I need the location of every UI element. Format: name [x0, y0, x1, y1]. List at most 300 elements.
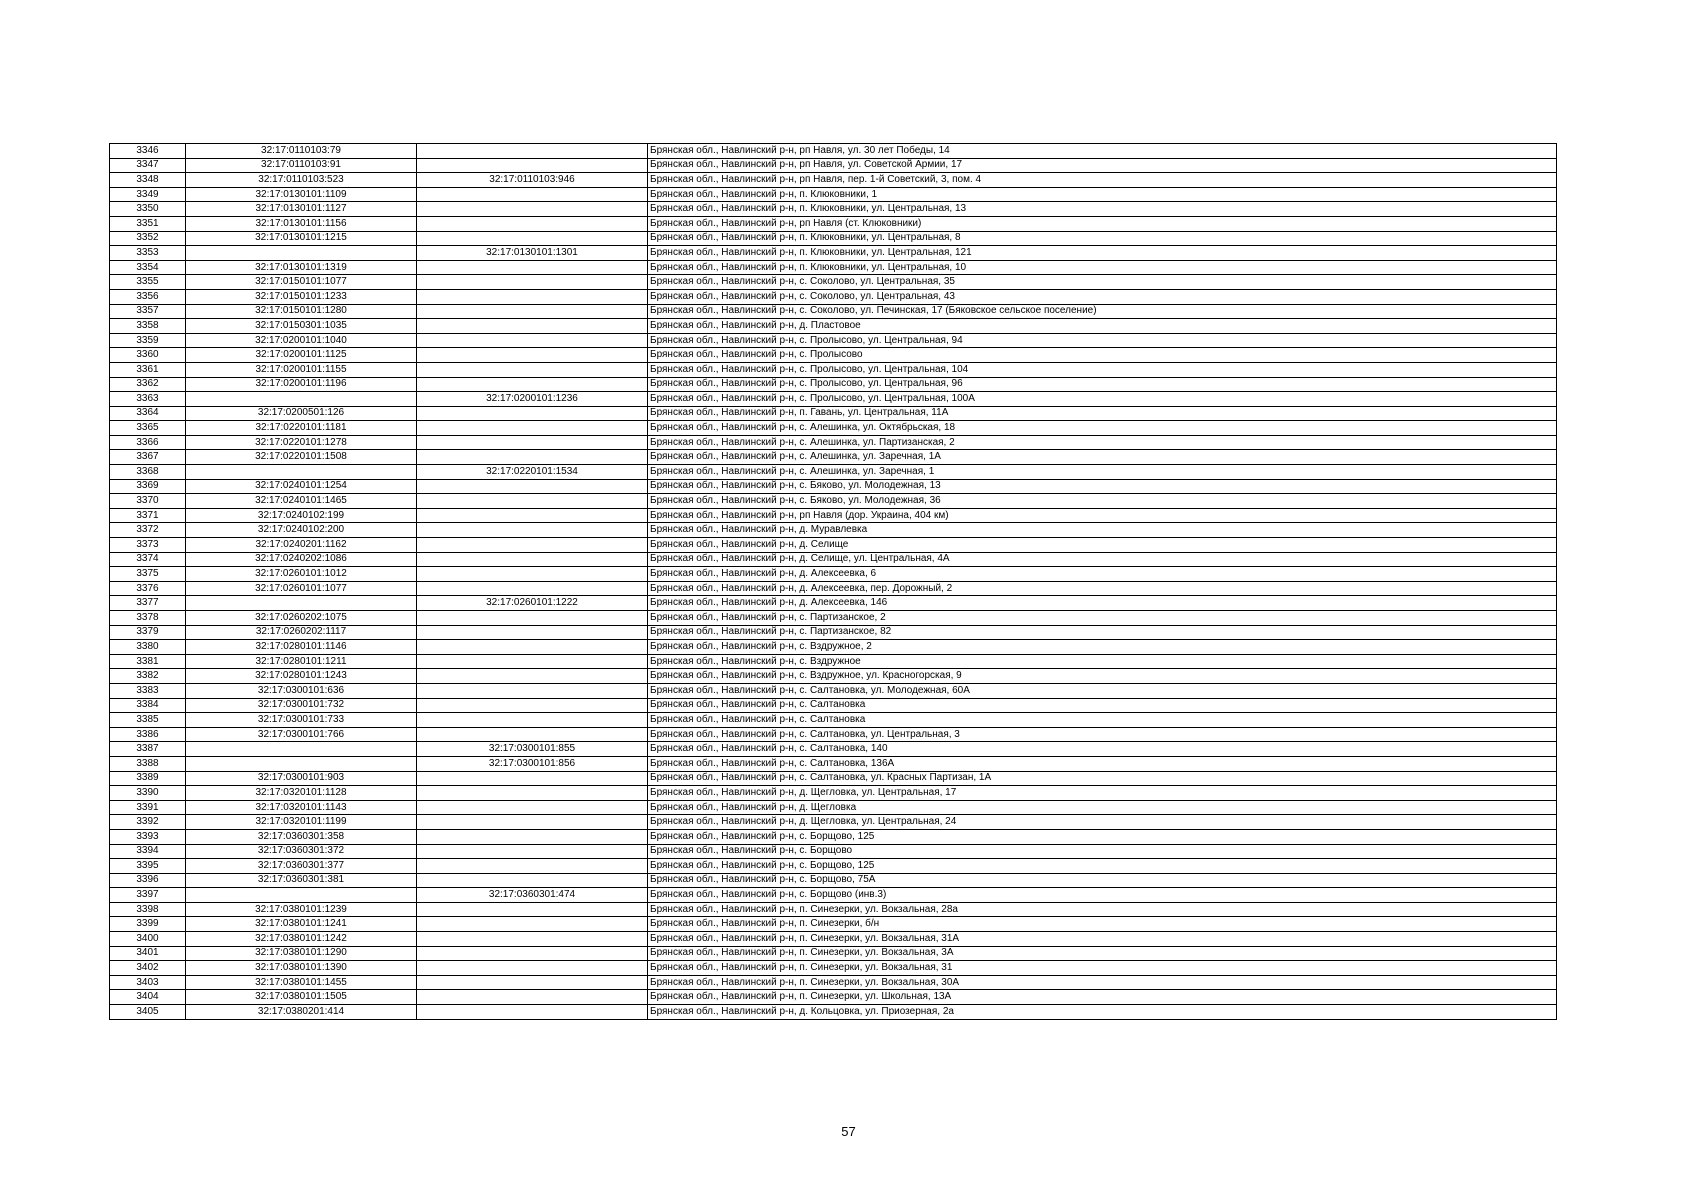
- cadastral-number-cell: 32:17:0130101:1109: [186, 187, 417, 202]
- address-cell: Брянская обл., Навлинский р-н, п. Клюковники, ул. Центральная, 13: [648, 202, 1557, 217]
- row-number-cell: 3375: [110, 567, 186, 582]
- linked-cadastral-number-cell: [417, 844, 648, 859]
- address-cell: Брянская обл., Навлинский р-н, с. Алешинка, ул. Заречная, 1А: [648, 450, 1557, 465]
- address-cell: Брянская обл., Навлинский р-н, д. Алексеевка, пер. Дорожный, 2: [648, 581, 1557, 596]
- cadastral-number-cell: 32:17:0380101:1239: [186, 902, 417, 917]
- address-cell: Брянская обл., Навлинский р-н, с. Салтановка, ул. Красных Партизан, 1А: [648, 771, 1557, 786]
- linked-cadastral-number-cell: [417, 902, 648, 917]
- address-cell: Брянская обл., Навлинский р-н, с. Салтановка, 136А: [648, 756, 1557, 771]
- row-number-cell: 3347: [110, 158, 186, 173]
- row-number-cell: 3384: [110, 698, 186, 713]
- row-number-cell: 3355: [110, 275, 186, 290]
- cadastral-number-cell: 32:17:0380101:1390: [186, 961, 417, 976]
- row-number-cell: 3386: [110, 727, 186, 742]
- table-row: [110, 917, 1557, 932]
- row-number-cell: 3401: [110, 946, 186, 961]
- linked-cadastral-number-cell: [417, 158, 648, 173]
- table-row: [110, 800, 1557, 815]
- table-row: [110, 596, 1557, 611]
- linked-cadastral-number-cell: [417, 552, 648, 567]
- table-row: [110, 406, 1557, 421]
- linked-cadastral-number-cell: [417, 990, 648, 1005]
- cadastral-number-cell: 32:17:0240102:200: [186, 523, 417, 538]
- linked-cadastral-number-cell: [417, 348, 648, 363]
- row-number-cell: 3359: [110, 333, 186, 348]
- linked-cadastral-number-cell: [417, 961, 648, 976]
- address-cell: Брянская обл., Навлинский р-н, д. Кольцовка, ул. Приозерная, 2а: [648, 1005, 1557, 1020]
- cadastral-number-cell: 32:17:0240102:199: [186, 508, 417, 523]
- row-number-cell: 3379: [110, 625, 186, 640]
- address-cell: Брянская обл., Навлинский р-н, п. Клюковники, 1: [648, 187, 1557, 202]
- cadastral-number-cell: 32:17:0360301:358: [186, 829, 417, 844]
- cadastral-number-cell: 32:17:0240201:1162: [186, 538, 417, 553]
- table-row: [110, 421, 1557, 436]
- cadastral-number-cell: 32:17:0150101:1280: [186, 304, 417, 319]
- linked-cadastral-number-cell: [417, 815, 648, 830]
- table-row: [110, 538, 1557, 553]
- address-cell: Брянская обл., Навлинский р-н, рп Навля, ул. Советской Армии, 17: [648, 158, 1557, 173]
- linked-cadastral-number-cell: [417, 917, 648, 932]
- row-number-cell: 3357: [110, 304, 186, 319]
- table-row: [110, 1005, 1557, 1020]
- table-row: [110, 786, 1557, 801]
- row-number-cell: 3353: [110, 246, 186, 261]
- table-row: [110, 771, 1557, 786]
- linked-cadastral-number-cell: [417, 581, 648, 596]
- row-number-cell: 3350: [110, 202, 186, 217]
- cadastral-number-cell: [186, 888, 417, 903]
- row-number-cell: 3358: [110, 319, 186, 334]
- linked-cadastral-number-cell: [417, 494, 648, 509]
- table-row: [110, 333, 1557, 348]
- table-row: [110, 289, 1557, 304]
- cadastral-number-cell: 32:17:0240202:1086: [186, 552, 417, 567]
- address-cell: Брянская обл., Навлинский р-н, с. Бяково, ул. Молодежная, 13: [648, 479, 1557, 494]
- table-row: [110, 348, 1557, 363]
- address-cell: Брянская обл., Навлинский р-н, д. Щегловка: [648, 800, 1557, 815]
- linked-cadastral-number-cell: [417, 538, 648, 553]
- row-number-cell: 3362: [110, 377, 186, 392]
- cadastral-number-cell: [186, 392, 417, 407]
- linked-cadastral-number-cell: [417, 231, 648, 246]
- table-row: [110, 698, 1557, 713]
- address-cell: Брянская обл., Навлинский р-н, д. Муравлевка: [648, 523, 1557, 538]
- cadastral-number-cell: 32:17:0150301:1035: [186, 319, 417, 334]
- cadastral-number-cell: 32:17:0380101:1241: [186, 917, 417, 932]
- cadastral-number-cell: 32:17:0360301:372: [186, 844, 417, 859]
- table-row: [110, 727, 1557, 742]
- cadastral-number-cell: 32:17:0130101:1156: [186, 216, 417, 231]
- cadastral-number-cell: 32:17:0300101:732: [186, 698, 417, 713]
- linked-cadastral-number-cell: [417, 275, 648, 290]
- cadastral-number-cell: 32:17:0110103:79: [186, 144, 417, 159]
- address-cell: Брянская обл., Навлинский р-н, с. Соколово, ул. Центральная, 35: [648, 275, 1557, 290]
- table-row: [110, 567, 1557, 582]
- table-row: [110, 829, 1557, 844]
- row-number-cell: 3376: [110, 581, 186, 596]
- table-row: [110, 552, 1557, 567]
- table-row: [110, 713, 1557, 728]
- linked-cadastral-number-cell: [417, 362, 648, 377]
- table-row: [110, 902, 1557, 917]
- cadastral-number-cell: 32:17:0220101:1278: [186, 435, 417, 450]
- linked-cadastral-number-cell: [417, 187, 648, 202]
- address-cell: Брянская обл., Навлинский р-н, д. Щегловка, ул. Центральная, 24: [648, 815, 1557, 830]
- linked-cadastral-number-cell: 32:17:0130101:1301: [417, 246, 648, 261]
- table-row: [110, 275, 1557, 290]
- address-cell: Брянская обл., Навлинский р-н, п. Клюковники, ул. Центральная, 10: [648, 260, 1557, 275]
- row-number-cell: 3381: [110, 654, 186, 669]
- cadastral-number-cell: 32:17:0200101:1125: [186, 348, 417, 363]
- cadastral-number-cell: 32:17:0280101:1243: [186, 669, 417, 684]
- row-number-cell: 3383: [110, 683, 186, 698]
- table-row: [110, 888, 1557, 903]
- table-row: [110, 450, 1557, 465]
- address-cell: Брянская обл., Навлинский р-н, с. Вздружное, 2: [648, 640, 1557, 655]
- table-row: [110, 304, 1557, 319]
- page-number: 57: [841, 1124, 856, 1139]
- linked-cadastral-number-cell: [417, 260, 648, 275]
- linked-cadastral-number-cell: [417, 421, 648, 436]
- cadastral-number-cell: 32:17:0380101:1242: [186, 932, 417, 947]
- cadastral-number-cell: 32:17:0360301:377: [186, 859, 417, 874]
- linked-cadastral-number-cell: [417, 1005, 648, 1020]
- address-cell: Брянская обл., Навлинский р-н, с. Бяково, ул. Молодежная, 36: [648, 494, 1557, 509]
- linked-cadastral-number-cell: [417, 611, 648, 626]
- table-row: [110, 742, 1557, 757]
- table-row: [110, 654, 1557, 669]
- linked-cadastral-number-cell: [417, 319, 648, 334]
- table-row: [110, 932, 1557, 947]
- table-row: [110, 158, 1557, 173]
- address-cell: Брянская обл., Навлинский р-н, с. Салтановка, 140: [648, 742, 1557, 757]
- row-number-cell: 3368: [110, 465, 186, 480]
- row-number-cell: 3356: [110, 289, 186, 304]
- linked-cadastral-number-cell: [417, 713, 648, 728]
- address-cell: Брянская обл., Навлинский р-н, с. Вздружное, ул. Красногорская, 9: [648, 669, 1557, 684]
- linked-cadastral-number-cell: [417, 377, 648, 392]
- cadastral-number-cell: 32:17:0260202:1117: [186, 625, 417, 640]
- row-number-cell: 3374: [110, 552, 186, 567]
- linked-cadastral-number-cell: 32:17:0300101:856: [417, 756, 648, 771]
- table-row: [110, 435, 1557, 450]
- row-number-cell: 3346: [110, 144, 186, 159]
- linked-cadastral-number-cell: [417, 625, 648, 640]
- table-row: [110, 756, 1557, 771]
- row-number-cell: 3367: [110, 450, 186, 465]
- row-number-cell: 3360: [110, 348, 186, 363]
- row-number-cell: 3391: [110, 800, 186, 815]
- linked-cadastral-number-cell: [417, 479, 648, 494]
- linked-cadastral-number-cell: 32:17:0110103:946: [417, 173, 648, 188]
- linked-cadastral-number-cell: [417, 771, 648, 786]
- registry-table: [109, 143, 1557, 1020]
- table-row: [110, 873, 1557, 888]
- table-row: [110, 523, 1557, 538]
- address-cell: Брянская обл., Навлинский р-н, рп Навля, пер. 1-й Советский, 3, пом. 4: [648, 173, 1557, 188]
- cadastral-number-cell: 32:17:0300101:733: [186, 713, 417, 728]
- linked-cadastral-number-cell: [417, 683, 648, 698]
- row-number-cell: 3377: [110, 596, 186, 611]
- linked-cadastral-number-cell: [417, 567, 648, 582]
- linked-cadastral-number-cell: [417, 786, 648, 801]
- address-cell: Брянская обл., Навлинский р-н, п. Синезерки, ул. Вокзальная, 28а: [648, 902, 1557, 917]
- cadastral-number-cell: 32:17:0130101:1215: [186, 231, 417, 246]
- cadastral-number-cell: 32:17:0280101:1211: [186, 654, 417, 669]
- table-row: [110, 377, 1557, 392]
- cadastral-number-cell: 32:17:0220101:1508: [186, 450, 417, 465]
- linked-cadastral-number-cell: [417, 975, 648, 990]
- linked-cadastral-number-cell: [417, 202, 648, 217]
- address-cell: Брянская обл., Навлинский р-н, с. Салтановка: [648, 698, 1557, 713]
- row-number-cell: 3369: [110, 479, 186, 494]
- linked-cadastral-number-cell: [417, 800, 648, 815]
- address-cell: Брянская обл., Навлинский р-н, с. Борщово, 75А: [648, 873, 1557, 888]
- address-cell: Брянская обл., Навлинский р-н, с. Салтановка: [648, 713, 1557, 728]
- row-number-cell: 3404: [110, 990, 186, 1005]
- row-number-cell: 3351: [110, 216, 186, 231]
- linked-cadastral-number-cell: 32:17:0260101:1222: [417, 596, 648, 611]
- linked-cadastral-number-cell: [417, 333, 648, 348]
- table-row: [110, 144, 1557, 159]
- table-row: [110, 362, 1557, 377]
- address-cell: Брянская обл., Навлинский р-н, д. Селище: [648, 538, 1557, 553]
- cadastral-number-cell: 32:17:0110103:523: [186, 173, 417, 188]
- table-row: [110, 187, 1557, 202]
- linked-cadastral-number-cell: [417, 435, 648, 450]
- table-row: [110, 494, 1557, 509]
- address-cell: Брянская обл., Навлинский р-н, рп Навля (ст. Клюковники): [648, 216, 1557, 231]
- table-row: [110, 859, 1557, 874]
- row-number-cell: 3400: [110, 932, 186, 947]
- cadastral-number-cell: 32:17:0240101:1254: [186, 479, 417, 494]
- linked-cadastral-number-cell: [417, 304, 648, 319]
- row-number-cell: 3365: [110, 421, 186, 436]
- address-cell: Брянская обл., Навлинский р-н, с. Пролысово, ул. Центральная, 96: [648, 377, 1557, 392]
- cadastral-number-cell: [186, 756, 417, 771]
- row-number-cell: 3370: [110, 494, 186, 509]
- linked-cadastral-number-cell: [417, 859, 648, 874]
- cadastral-number-cell: [186, 465, 417, 480]
- row-number-cell: 3402: [110, 961, 186, 976]
- address-cell: Брянская обл., Навлинский р-н, д. Селище, ул. Центральная, 4А: [648, 552, 1557, 567]
- address-cell: Брянская обл., Навлинский р-н, д. Алексеевка, 146: [648, 596, 1557, 611]
- row-number-cell: 3385: [110, 713, 186, 728]
- linked-cadastral-number-cell: 32:17:0220101:1534: [417, 465, 648, 480]
- address-cell: Брянская обл., Навлинский р-н, п. Синезерки, ул. Вокзальная, 31: [648, 961, 1557, 976]
- cadastral-number-cell: 32:17:0130101:1319: [186, 260, 417, 275]
- cadastral-number-cell: 32:17:0260101:1012: [186, 567, 417, 582]
- cadastral-number-cell: 32:17:0200101:1196: [186, 377, 417, 392]
- table-row: [110, 202, 1557, 217]
- row-number-cell: 3364: [110, 406, 186, 421]
- table-row: [110, 260, 1557, 275]
- table-row: [110, 946, 1557, 961]
- cadastral-number-cell: 32:17:0320101:1128: [186, 786, 417, 801]
- row-number-cell: 3389: [110, 771, 186, 786]
- linked-cadastral-number-cell: [417, 640, 648, 655]
- row-number-cell: 3372: [110, 523, 186, 538]
- row-number-cell: 3380: [110, 640, 186, 655]
- cadastral-number-cell: 32:17:0130101:1127: [186, 202, 417, 217]
- cadastral-number-cell: [186, 742, 417, 757]
- table-row: [110, 216, 1557, 231]
- row-number-cell: 3352: [110, 231, 186, 246]
- cadastral-number-cell: 32:17:0110103:91: [186, 158, 417, 173]
- table-row: [110, 392, 1557, 407]
- linked-cadastral-number-cell: [417, 932, 648, 947]
- row-number-cell: 3392: [110, 815, 186, 830]
- registry-table-body: [110, 144, 1557, 1020]
- address-cell: Брянская обл., Навлинский р-н, с. Партизанское, 2: [648, 611, 1557, 626]
- address-cell: Брянская обл., Навлинский р-н, п. Синезерки, ул. Вокзальная, 3А: [648, 946, 1557, 961]
- linked-cadastral-number-cell: [417, 144, 648, 159]
- linked-cadastral-number-cell: [417, 829, 648, 844]
- linked-cadastral-number-cell: [417, 508, 648, 523]
- cadastral-number-cell: 32:17:0380101:1455: [186, 975, 417, 990]
- linked-cadastral-number-cell: [417, 873, 648, 888]
- row-number-cell: 3388: [110, 756, 186, 771]
- table-row: [110, 479, 1557, 494]
- linked-cadastral-number-cell: [417, 654, 648, 669]
- address-cell: Брянская обл., Навлинский р-н, п. Синезерки, б/н: [648, 917, 1557, 932]
- row-number-cell: 3361: [110, 362, 186, 377]
- linked-cadastral-number-cell: [417, 450, 648, 465]
- linked-cadastral-number-cell: 32:17:0200101:1236: [417, 392, 648, 407]
- address-cell: Брянская обл., Навлинский р-н, п. Синезерки, ул. Вокзальная, 30А: [648, 975, 1557, 990]
- address-cell: Брянская обл., Навлинский р-н, п. Синезерки, ул. Школьная, 13А: [648, 990, 1557, 1005]
- address-cell: Брянская обл., Навлинский р-н, с. Соколово, ул. Печинская, 17 (Бяковское сельское поселение): [648, 304, 1557, 319]
- linked-cadastral-number-cell: [417, 669, 648, 684]
- row-number-cell: 3354: [110, 260, 186, 275]
- table-row: [110, 990, 1557, 1005]
- cadastral-number-cell: 32:17:0300101:766: [186, 727, 417, 742]
- row-number-cell: 3393: [110, 829, 186, 844]
- linked-cadastral-number-cell: [417, 406, 648, 421]
- cadastral-number-cell: 32:17:0380201:414: [186, 1005, 417, 1020]
- cadastral-number-cell: 32:17:0320101:1143: [186, 800, 417, 815]
- row-number-cell: 3348: [110, 173, 186, 188]
- cadastral-number-cell: 32:17:0150101:1233: [186, 289, 417, 304]
- cadastral-number-cell: 32:17:0380101:1505: [186, 990, 417, 1005]
- row-number-cell: 3396: [110, 873, 186, 888]
- linked-cadastral-number-cell: [417, 289, 648, 304]
- linked-cadastral-number-cell: 32:17:0360301:474: [417, 888, 648, 903]
- address-cell: Брянская обл., Навлинский р-н, п. Клюковники, ул. Центральная, 8: [648, 231, 1557, 246]
- table-row: [110, 683, 1557, 698]
- cadastral-number-cell: 32:17:0300101:903: [186, 771, 417, 786]
- table-row: [110, 975, 1557, 990]
- address-cell: Брянская обл., Навлинский р-н, п. Клюковники, ул. Центральная, 121: [648, 246, 1557, 261]
- row-number-cell: 3382: [110, 669, 186, 684]
- address-cell: Брянская обл., Навлинский р-н, д. Щегловка, ул. Центральная, 17: [648, 786, 1557, 801]
- cadastral-number-cell: 32:17:0200501:126: [186, 406, 417, 421]
- address-cell: Брянская обл., Навлинский р-н, с. Пролысово, ул. Центральная, 100А: [648, 392, 1557, 407]
- cadastral-number-cell: 32:17:0220101:1181: [186, 421, 417, 436]
- table-row: [110, 246, 1557, 261]
- address-cell: Брянская обл., Навлинский р-н, с. Алешинка, ул. Октябрьская, 18: [648, 421, 1557, 436]
- cadastral-number-cell: 32:17:0260202:1075: [186, 611, 417, 626]
- address-cell: Брянская обл., Навлинский р-н, с. Вздружное: [648, 654, 1557, 669]
- address-cell: Брянская обл., Навлинский р-н, с. Алешинка, ул. Партизанская, 2: [648, 435, 1557, 450]
- table-row: [110, 640, 1557, 655]
- table-row: [110, 625, 1557, 640]
- address-cell: Брянская обл., Навлинский р-н, с. Борщово: [648, 844, 1557, 859]
- row-number-cell: 3371: [110, 508, 186, 523]
- address-cell: Брянская обл., Навлинский р-н, с. Борщово (инв.3): [648, 888, 1557, 903]
- row-number-cell: 3363: [110, 392, 186, 407]
- address-cell: Брянская обл., Навлинский р-н, д. Алексеевка, 6: [648, 567, 1557, 582]
- address-cell: Брянская обл., Навлинский р-н, с. Пролысово, ул. Центральная, 104: [648, 362, 1557, 377]
- row-number-cell: 3366: [110, 435, 186, 450]
- table-row: [110, 961, 1557, 976]
- address-cell: Брянская обл., Навлинский р-н, п. Синезерки, ул. Вокзальная, 31А: [648, 932, 1557, 947]
- table-row: [110, 173, 1557, 188]
- cadastral-number-cell: 32:17:0260101:1077: [186, 581, 417, 596]
- address-cell: Брянская обл., Навлинский р-н, с. Салтановка, ул. Молодежная, 60А: [648, 683, 1557, 698]
- linked-cadastral-number-cell: [417, 216, 648, 231]
- row-number-cell: 3399: [110, 917, 186, 932]
- row-number-cell: 3394: [110, 844, 186, 859]
- table-row: [110, 844, 1557, 859]
- row-number-cell: 3405: [110, 1005, 186, 1020]
- linked-cadastral-number-cell: [417, 727, 648, 742]
- row-number-cell: 3397: [110, 888, 186, 903]
- row-number-cell: 3395: [110, 859, 186, 874]
- row-number-cell: 3398: [110, 902, 186, 917]
- linked-cadastral-number-cell: [417, 698, 648, 713]
- table-row: [110, 508, 1557, 523]
- cadastral-number-cell: 32:17:0300101:636: [186, 683, 417, 698]
- table-row: [110, 465, 1557, 480]
- cadastral-number-cell: 32:17:0320101:1199: [186, 815, 417, 830]
- row-number-cell: 3403: [110, 975, 186, 990]
- cadastral-number-cell: 32:17:0360301:381: [186, 873, 417, 888]
- address-cell: Брянская обл., Навлинский р-н, п. Гавань, ул. Центральная, 11А: [648, 406, 1557, 421]
- address-cell: Брянская обл., Навлинский р-н, д. Пластовое: [648, 319, 1557, 334]
- address-cell: Брянская обл., Навлинский р-н, рп Навля (дор. Украина, 404 км): [648, 508, 1557, 523]
- row-number-cell: 3378: [110, 611, 186, 626]
- row-number-cell: 3373: [110, 538, 186, 553]
- cadastral-number-cell: [186, 596, 417, 611]
- table-row: [110, 231, 1557, 246]
- address-cell: Брянская обл., Навлинский р-н, с. Борщово, 125: [648, 829, 1557, 844]
- table-row: [110, 581, 1557, 596]
- cadastral-number-cell: 32:17:0280101:1146: [186, 640, 417, 655]
- address-cell: Брянская обл., Навлинский р-н, с. Пролысово, ул. Центральная, 94: [648, 333, 1557, 348]
- address-cell: Брянская обл., Навлинский р-н, с. Борщово, 125: [648, 859, 1557, 874]
- row-number-cell: 3387: [110, 742, 186, 757]
- linked-cadastral-number-cell: [417, 523, 648, 538]
- cadastral-number-cell: 32:17:0380101:1290: [186, 946, 417, 961]
- linked-cadastral-number-cell: 32:17:0300101:855: [417, 742, 648, 757]
- address-cell: Брянская обл., Навлинский р-н, с. Партизанское, 82: [648, 625, 1557, 640]
- cadastral-number-cell: 32:17:0240101:1465: [186, 494, 417, 509]
- table-row: [110, 669, 1557, 684]
- linked-cadastral-number-cell: [417, 946, 648, 961]
- table-row: [110, 611, 1557, 626]
- table-row: [110, 815, 1557, 830]
- cadastral-number-cell: 32:17:0200101:1155: [186, 362, 417, 377]
- row-number-cell: 3349: [110, 187, 186, 202]
- row-number-cell: 3390: [110, 786, 186, 801]
- cadastral-number-cell: [186, 246, 417, 261]
- cadastral-number-cell: 32:17:0150101:1077: [186, 275, 417, 290]
- address-cell: Брянская обл., Навлинский р-н, с. Салтановка, ул. Центральная, 3: [648, 727, 1557, 742]
- address-cell: Брянская обл., Навлинский р-н, с. Алешинка, ул. Заречная, 1: [648, 465, 1557, 480]
- table-row: [110, 319, 1557, 334]
- address-cell: Брянская обл., Навлинский р-н, с. Соколово, ул. Центральная, 43: [648, 289, 1557, 304]
